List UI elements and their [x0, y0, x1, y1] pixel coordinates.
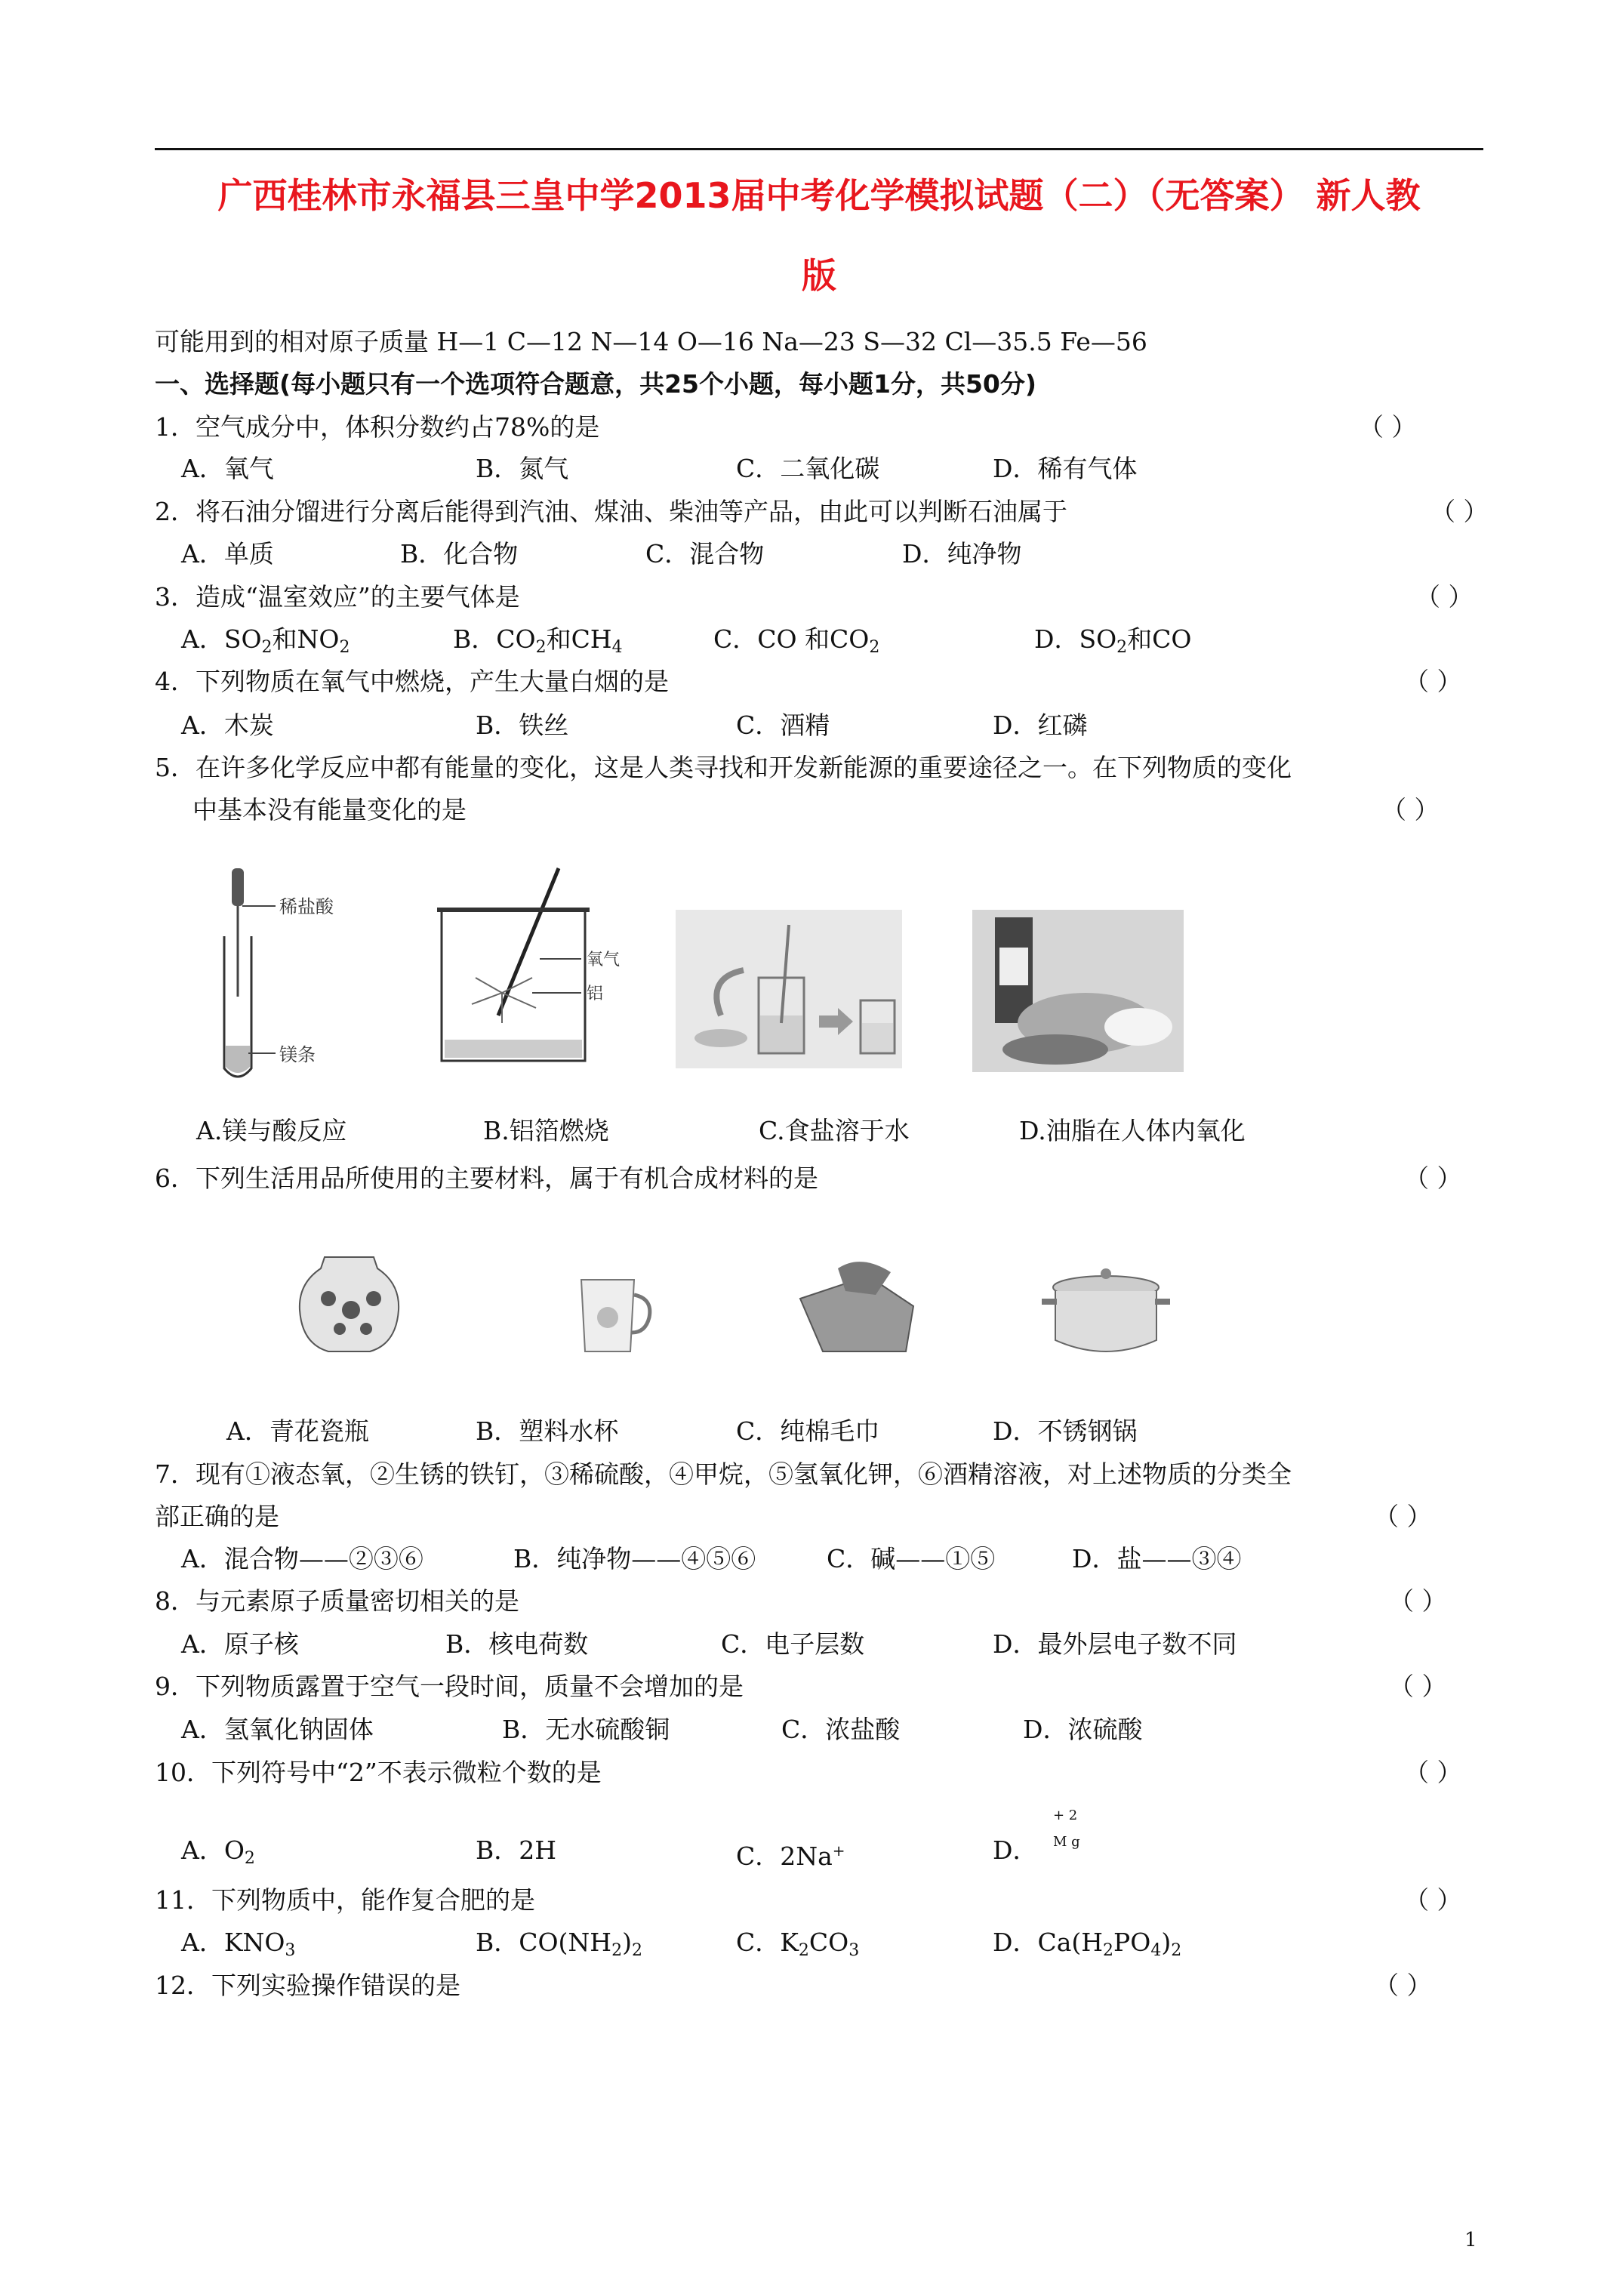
- q11-text: 11．下列物质中，能作复合肥的是: [155, 1885, 535, 1915]
- q6-answer-blank: （ ）: [1404, 1163, 1462, 1193]
- q1-answer-blank: （ ）: [1359, 412, 1417, 442]
- q7-option-b: B．纯净物——④⑤⑥: [513, 1544, 756, 1573]
- q2-answer-blank: （ ）: [1431, 497, 1489, 526]
- q3-option-b: B．$CO_2$和$CH_4$: [453, 624, 623, 657]
- q9-option-b: B．无水硫酸铜: [502, 1715, 670, 1744]
- q2-option-c: C．混合物: [645, 539, 765, 569]
- header-rule: [155, 148, 1483, 150]
- figure-steel-pot: [1042, 1265, 1170, 1359]
- q3-option-a: A．$SO_2$和$NO_2$: [181, 624, 350, 657]
- q5-option-d: D.油脂在人体内氧化: [1019, 1116, 1246, 1145]
- q1-option-a: A．氧气: [181, 454, 274, 483]
- fig-label-al: 铝: [587, 985, 604, 1003]
- section-heading: 一、选择题(每小题只有一个选项符合题意，共25个小题，每小题1分，共50分): [155, 369, 1036, 399]
- q2-option-b: B．化合物: [400, 539, 519, 569]
- q11-option-d: D．$Ca(H_2PO_4)_2$: [993, 1928, 1182, 1960]
- q2-option-d: D．纯净物: [902, 539, 1022, 569]
- q8-option-d: D．最外层电子数不同: [993, 1629, 1237, 1659]
- q11-answer-blank: （ ）: [1404, 1885, 1462, 1915]
- q9-answer-blank: （ ）: [1389, 1672, 1447, 1701]
- q4-option-c: C．酒精: [736, 710, 830, 740]
- q6-option-a: A．青花瓷瓶: [226, 1416, 369, 1446]
- q7-text-line1: 7．现有①液态氧，②生锈的铁钉，③稀硫酸，④甲烷，⑤氢氧化钾，⑥酒精溶液，对上述物质的分类全: [155, 1459, 1292, 1489]
- q1-option-c: C．二氧化碳: [736, 454, 880, 483]
- q9-option-c: C．浓盐酸: [781, 1715, 901, 1744]
- page-number: 1: [1464, 2229, 1477, 2251]
- q5-option-b: B.铝箔燃烧: [483, 1116, 609, 1145]
- q4-answer-blank: （ ）: [1404, 667, 1462, 696]
- q10-d-charge: + 2: [1053, 1808, 1078, 1823]
- q9-option-a: A．氢氧化钠固体: [181, 1715, 374, 1744]
- figure-mg-acid-test-tube: [192, 864, 374, 1083]
- figure-oil-food-photo: [972, 910, 1184, 1072]
- q5-text-line1: 5．在许多化学反应中都有能量的变化，这是人类寻找和开发新能源的重要途径之一。在下列物质的变化: [155, 753, 1292, 782]
- q4-option-b: B．铁丝: [476, 710, 569, 740]
- q3-answer-blank: （ ）: [1415, 582, 1474, 612]
- fig-label-acid: 稀盐酸: [279, 896, 334, 917]
- q3-text: 3．造成“温室效应”的主要气体是: [155, 582, 520, 612]
- q11-option-b: B．$CO(NH_2)_2$: [476, 1928, 642, 1960]
- q12-answer-blank: （ ）: [1374, 1971, 1432, 2000]
- atomic-masses: 可能用到的相对原子质量 H—1 C—12 N—14 O—16 Na—23 S—32 Cl—35.5 Fe—56: [155, 327, 1147, 356]
- q10-option-a: A．$O_2$: [181, 1835, 255, 1868]
- fig-label-o2: 氧气: [587, 951, 621, 969]
- q5-answer-blank: （ ）: [1381, 795, 1440, 824]
- q8-answer-blank: （ ）: [1389, 1586, 1447, 1616]
- q1-option-b: B．氮气: [476, 454, 569, 483]
- q2-text: 2．将石油分馏进行分离后能得到汽油、煤油、柴油等产品，由此可以判断石油属于: [155, 497, 1067, 526]
- q7-option-c: C．碱——①⑤: [827, 1544, 996, 1573]
- q7-answer-blank: （ ）: [1374, 1502, 1432, 1531]
- q9-text: 9．下列物质露置于空气一段时间，质量不会增加的是: [155, 1672, 744, 1701]
- q10-option-b: B．2H: [476, 1835, 557, 1865]
- q3-option-d: D．$SO_2$和CO: [1034, 624, 1192, 657]
- figure-plastic-cup: [574, 1276, 657, 1359]
- figure-salt-dissolving: [676, 910, 902, 1068]
- fig-label-mg: 镁条: [279, 1044, 316, 1065]
- q9-option-d: D．浓硫酸: [1023, 1715, 1143, 1744]
- q4-option-a: A．木炭: [181, 710, 274, 740]
- q10-option-d: D．: [993, 1835, 1038, 1865]
- q11-option-a: A．$KNO_3$: [181, 1928, 296, 1960]
- figure-cotton-towel: [793, 1253, 921, 1359]
- q7-option-a: A．混合物——②③⑥: [181, 1544, 423, 1573]
- q1-text: 1．空气成分中，体积分数约占78%的是: [155, 412, 600, 442]
- q5-option-c: C.食盐溶于水: [759, 1116, 910, 1145]
- q8-option-c: C．电子层数: [721, 1629, 865, 1659]
- q6-option-c: C．纯棉毛巾: [736, 1416, 880, 1446]
- q10-d-symbol: M g: [1053, 1834, 1080, 1850]
- q4-option-d: D．红磷: [993, 710, 1088, 740]
- q6-option-b: B．塑料水杯: [476, 1416, 619, 1446]
- page-title-line2: 版: [802, 255, 836, 296]
- q10-answer-blank: （ ）: [1404, 1758, 1462, 1787]
- q5-option-a: A.镁与酸反应: [196, 1116, 347, 1145]
- q8-option-a: A．原子核: [181, 1629, 299, 1659]
- q12-text: 12．下列实验操作错误的是: [155, 1971, 460, 2000]
- figure-porcelain-vase: [294, 1253, 404, 1355]
- q11-option-c: C．$K_2CO_3$: [736, 1928, 860, 1960]
- q1-option-d: D．稀有气体: [993, 454, 1138, 483]
- q7-option-d: D．盐——③④: [1072, 1544, 1242, 1573]
- q7-text-line2: 部正确的是: [155, 1502, 279, 1531]
- q4-text: 4．下列物质在氧气中燃烧，产生大量白烟的是: [155, 667, 669, 696]
- q6-option-d: D．不锈钢锅: [993, 1416, 1138, 1446]
- q2-option-a: A．单质: [181, 539, 274, 569]
- q8-text: 8．与元素原子质量密切相关的是: [155, 1586, 519, 1616]
- q10-option-c: C．2Na+: [736, 1841, 845, 1871]
- page-title-line1: 广西桂林市永福县三皇中学2013届中考化学模拟试题（二）（无答案） 新人教: [217, 175, 1421, 216]
- q10-text: 10．下列符号中“2”不表示微粒个数的是: [155, 1758, 602, 1787]
- q8-option-b: B．核电荷数: [445, 1629, 589, 1659]
- q5-text-line2: 中基本没有能量变化的是: [192, 795, 467, 824]
- q3-option-c: C．CO 和$CO_2$: [713, 624, 880, 657]
- figure-al-foil-burning: [427, 864, 630, 1068]
- q6-text: 6．下列生活用品所使用的主要材料，属于有机合成材料的是: [155, 1163, 818, 1193]
